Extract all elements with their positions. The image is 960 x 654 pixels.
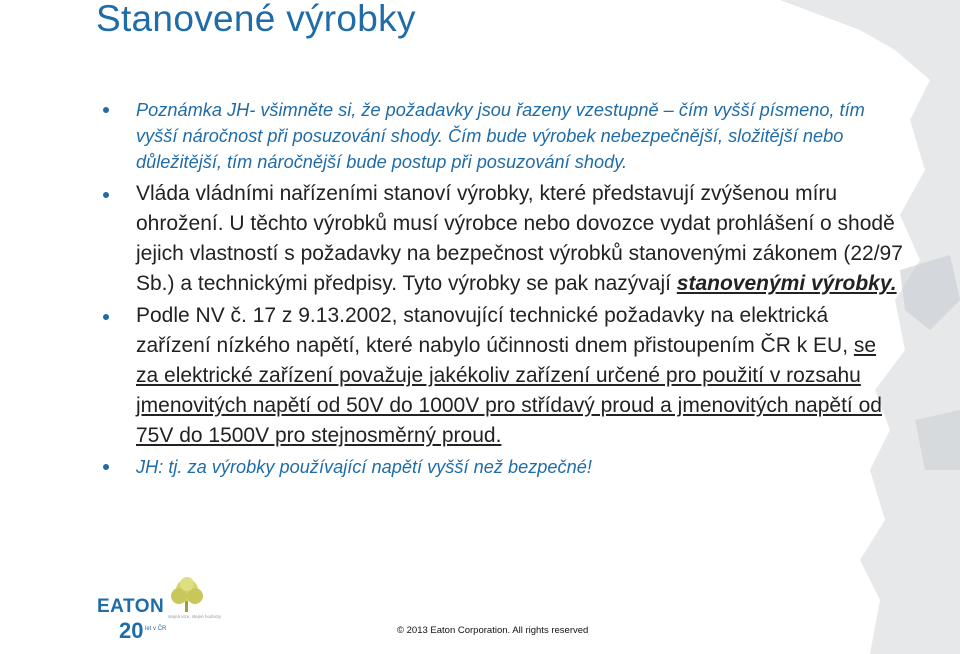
tree-caption: stejná vize, stejné hodnoty [168, 614, 222, 619]
bullet-note-jh [103, 97, 903, 175]
slide-content [103, 97, 903, 481]
bullet-text: Poznámka JH- všimněte si, že požadavky jsou řazeny vzestupně – čím vyšší písmeno, tím vyšší náročnost při posuzování shody. Čím bude výrobek nebezpečnější, složitější nebo důležitější, tím náročnější bude postup při posuzování shody. [136, 100, 865, 172]
anniversary-label: let v ČR [145, 626, 167, 632]
bullet-dot-icon [103, 107, 109, 113]
bullet-dot-icon [103, 464, 109, 470]
bullet-jh-safe-voltage [103, 453, 903, 481]
defined-term: stanovenými výrobky. [676, 272, 897, 295]
bullet-text-intro: Vláda vládními nařízeními stanoví výrobky, které představují zvýšenou míru ohrožení. U těchto výrobků musí výrobce nebo dovozce vydat prohlášení o shodě jejich vlastností s požadavky na bezpečnost výrobků stanovenými zákonem (22/97 Sb.) a technickými předpisy. Tyto výrobky se pak nazývají [136, 182, 903, 295]
bullet-text: JH: tj. za výrobky používající napětí vyšší než bezpečné! [136, 457, 592, 477]
bullet-text [136, 182, 903, 295]
bullet-text-intro: Podle NV č. 17 z 9.13.2002, stanovující technické požadavky na elektrická zařízení nízkého napětí, které nabylo účinnosti dnem přistoupením ČR k EU, [136, 304, 854, 357]
footer-copyright: © 2013 Eaton Corporation. All rights reserved [397, 625, 589, 636]
bullet-dot-icon [103, 192, 109, 198]
tree-icon [165, 574, 209, 618]
bullet-government-regulation [103, 179, 903, 299]
slide-title: Stanovené výrobky [96, 0, 416, 39]
eaton-logo: EATON [97, 596, 165, 617]
bullet-text [136, 304, 882, 447]
bullet-dot-icon [103, 314, 109, 320]
anniversary-number: 20 [119, 618, 144, 643]
underlined-definition: se za elektrické zařízení považuje jakékoliv zařízení určené pro použití v rozsahu jmenovitých napětí od 50V do 1000V pro střídavý proud a jmenovitých napětí od 75V do 1500V pro stejnosměrný proud. [136, 334, 882, 447]
bullet-nv-17 [103, 301, 903, 451]
